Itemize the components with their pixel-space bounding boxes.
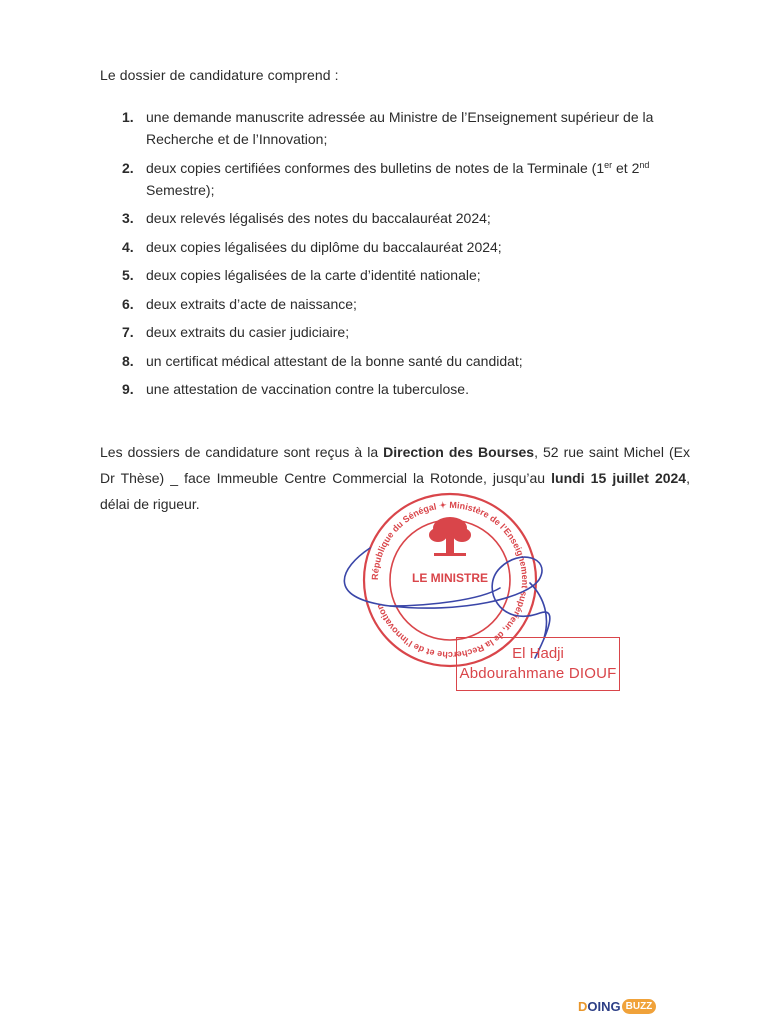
item-number: 1. (122, 109, 134, 125)
stamp-ring-text: République du Sénégal ✦ Ministère de l’Enseignement supérieur, de la Recherche et de l’Innovation (369, 499, 531, 661)
item-text: deux copies légalisées de la carte d’identité nationale; (146, 267, 481, 283)
item-text: deux extraits d’acte de naissance; (146, 295, 357, 312)
list-item (122, 157, 702, 201)
list-item (122, 293, 702, 315)
item-number: 6. (122, 295, 134, 312)
list-item (122, 264, 702, 286)
list-item (122, 207, 702, 229)
list-item (122, 321, 702, 343)
stamp-center-text: LE MINISTRE (411, 571, 489, 585)
item-text: deux copies certifiées conformes des bulletins de notes de la Terminale (1er et 2nd Semestre); (146, 159, 650, 198)
item-number: 4. (122, 238, 134, 255)
item-number: 2. (122, 159, 134, 176)
doingbuzz-logo: D OING BUZZ (578, 996, 656, 1016)
list-item (122, 236, 702, 258)
intro-text: Le dossier de candidature comprend : (100, 67, 339, 83)
item-number: 9. (122, 381, 134, 397)
baobab-icon (429, 517, 471, 556)
item-text: deux extraits du casier judiciaire; (146, 324, 350, 340)
closing-paragraph: Les dossiers de candidature sont reçus à la Direction des Bourses, 52 rue saint Michel (Ex Dr Thèse) _ face Immeuble Centre Commercial la Rotonde, jusqu’au lundi 15 juillet 2024, délai de rigueur. (100, 444, 690, 512)
bold-office: Direction des Bourses (383, 444, 535, 460)
item-number: 7. (122, 324, 134, 340)
bold-deadline: lundi 15 juillet 2024 (551, 470, 687, 486)
item-number: 5. (122, 267, 134, 283)
list-item (122, 350, 702, 372)
item-text: deux relevés légalisés des notes du baccalauréat 2024; (146, 210, 491, 226)
signatory-line1: El Hadji (512, 645, 564, 662)
list-item (122, 378, 702, 400)
item-number: 8. (122, 352, 134, 369)
item-text: une attestation de vaccination contre la tuberculose. (146, 381, 469, 397)
list-item (122, 106, 702, 150)
item-text: un certificat médical attestant de la bonne santé du candidat; (146, 352, 523, 369)
item-text: deux copies légalisées du diplôme du baccalauréat 2024; (146, 238, 502, 255)
signatory-box (456, 637, 620, 691)
signatory-line2: Abdourahmane DIOUF (459, 665, 617, 682)
requirements-list (122, 106, 702, 407)
item-number: 3. (122, 210, 134, 226)
item-text: une demande manuscrite adressée au Ministre de l’Enseignement supérieur de la Recherche et de l’Innovation; (146, 109, 654, 147)
